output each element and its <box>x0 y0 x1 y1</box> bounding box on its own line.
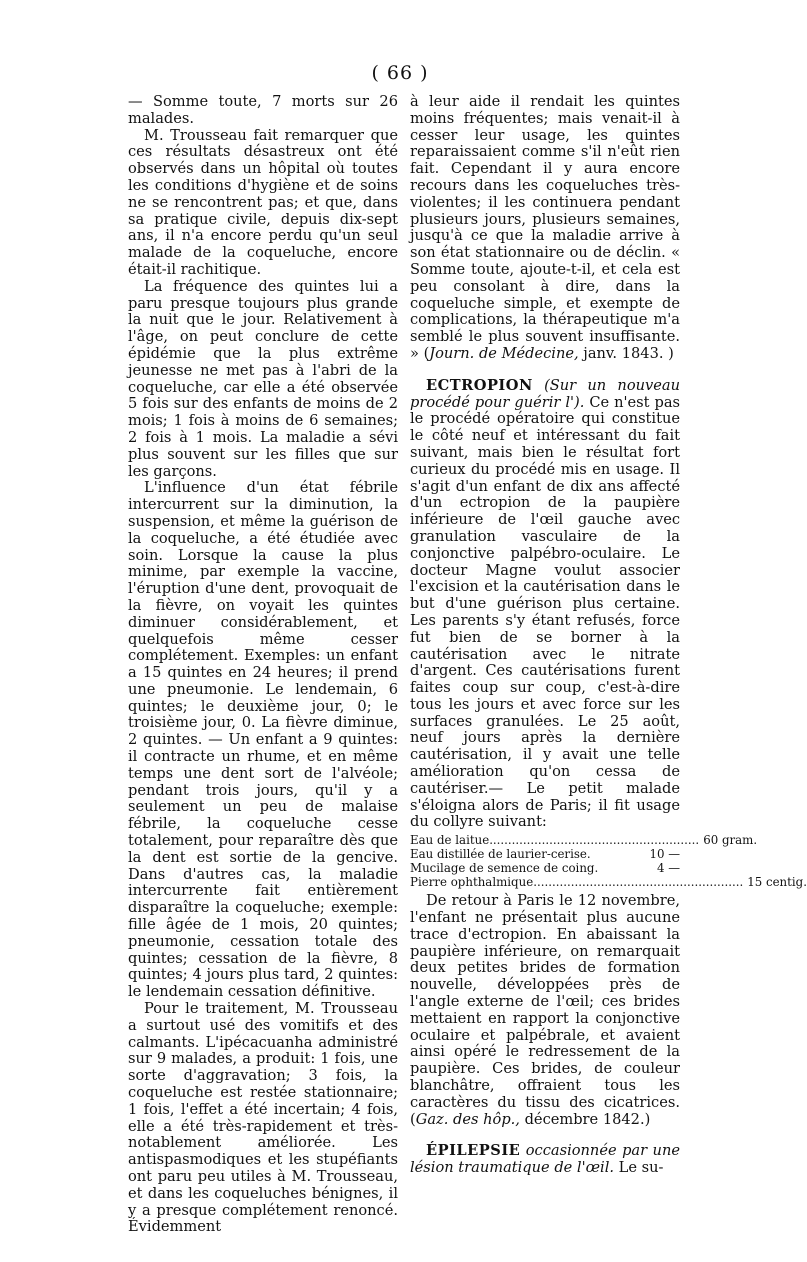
source-citation: Gaz. des hôp., <box>415 1110 520 1128</box>
source-citation: Journ. de Médecine, <box>429 344 579 362</box>
paragraph <box>410 94 680 363</box>
ingredient: Pierre ophthalmique <box>410 875 534 890</box>
paragraph: L'influence d'un état fébrile intercurrent sur la diminution, la suspension, et même la guérison de la coqueluche, a été étudiée avec soin. Lorsque la cause la plus minime, par exemple la vaccine, l'éruption d'une dent, provoquait de la fièvre, on voyait les quintes diminuer considérablement, et quelquefois même cesser complétement. Exemples: un enfant a 15 quintes en 24 heures; il prend une pneumonie. Le lendemain, 6 quintes; le deuxième jour, 0; le troisième jour, 0. La fièvre diminue, 2 quintes. — Un enfant a 9 quintes: il contracte un rhume, et en même temps une dent sort de l'alvéole; pendant trois jours, qu'il y a seulement un peu de malaise fébrile, la coqueluche cesse totalement, pour reparaître dès que la dent est sortie de la gencive. Dans d'autres cas, la maladie intercurrente fait entièrement disparaître la coqueluche; exemple: fille âgée de 1 mois, 20 quintes; pneumonie, cessation totale des quintes; cessation de la fièvre, 8 quintes; 4 jours plus tard, 2 quintes: le lendemain cessation définitive. <box>128 479 398 1001</box>
section-title: ECTROPION <box>426 376 533 394</box>
prescription-item <box>410 833 758 848</box>
paragraph: Pour le traitement, M. Trousseau a surtout usé des vomitifs et des calmants. L'ipécacuanha administré sur 9 malades, a produit: 1 fois, une sorte d'aggravation; 3 fois, la coqueluche est restée stationnaire; 1 fois, l'effet a été incertain; 4 fois, elle a été très-rapidement et très-notablement améliorée. Les antispasmodiques et les stupéfiants ont paru peu utiles à M. Trousseau, et dans les coqueluches bénignes, il y a presque complétement renoncé. Évidemment <box>128 1000 398 1236</box>
ingredient: Eau de laitue <box>410 833 490 848</box>
paragraph-text: à leur aide il rendait les quintes moins fréquentes; mais venait-il à cesser leur usage, les quintes reparaissaient comme s'il n'eût rien fait. Cependant il y aura encore recours dans les coqueluches très-violentes; il les continuera pendant plusieurs jours, plusieurs semaines, jusqu'à ce que la maladie arrive à son état stationnaire ou de déclin. « Somme toute, ajoute-t-il, et cela est peu consolant à dire, dans la coqueluche simple, et exempte de complications, la thérapeutique m'a semblé le plus souvent insuffisante. » ( <box>410 93 680 362</box>
ingredient: Eau distillée de laurier-cerise. <box>410 847 591 862</box>
dot-leader <box>598 861 653 875</box>
source-date: janv. 1843. ) <box>578 344 674 362</box>
dot-leader: ........................................................ <box>489 833 700 848</box>
quantity: 15 centig. <box>747 875 807 890</box>
quantity: 10 — <box>649 847 680 862</box>
paragraph: M. Trousseau fait remarquer que ces résultats désastreux ont été observés dans un hôpital où toutes les conditions d'hygiène et de soins ne se rencontrent pas; et que, dans sa pratique civile, depuis dix-sept ans, il n'a encore perdu qu'un seul malade de la coqueluche, encore était-il rachitique. <box>128 126 398 278</box>
article-ectropion <box>410 378 680 832</box>
paragraph <box>410 893 680 1128</box>
section-subtitle: (Sur un nouveau procédé pour guérir l'). <box>410 376 680 411</box>
paragraph-text: De retour à Paris le 12 novembre, l'enfant ne présentait plus aucune trace d'ectropion. En abaissant la paupière inférieure, on remarquait deux petites brides de formation nouvelle, développées près de l'angle externe de l'œil; ces brides mettaient en rapport la conjonctive oculaire et palpébrale, et avaient ainsi opéré le redressement de la paupière. Ces brides, de couleur blanchâtre, offraient tous les caractères du tissu des cicatrices. ( <box>410 892 680 1128</box>
dot-leader <box>591 847 646 861</box>
left-column <box>128 94 398 1236</box>
paragraph: La fréquence des quintes lui a paru presque toujours plus grande la nuit que le jour. Relativement à l'âge, on peut conclure de cette épidémie que la plus extrême jeunesse ne met pas à l'abri de la coqueluche, car elle a été observée 5 fois sur des enfants de moins de 2 mois; 1 fois à moins de 6 semaines; 2 fois à 1 mois. La maladie a sévi plus souvent sur les filles que sur les garçons. <box>128 277 398 480</box>
section-title: ÉPILEPSIE <box>426 1142 521 1160</box>
dot-leader: ........................................................ <box>533 875 744 890</box>
prescription-item <box>410 861 680 875</box>
ingredient: Mucilage de semence de coing. <box>410 861 599 876</box>
article-epilepsie <box>410 1143 680 1177</box>
quantity: 4 — <box>656 861 680 876</box>
paragraph: — Somme toute, 7 morts sur 26 malades. <box>128 93 398 127</box>
right-column <box>410 93 807 1177</box>
paragraph-text: Ce n'est pas le procédé opératoire qui constitue le côté neuf et intéressant du fait suivant, mais bien le résultat fort curieux du procédé mis en usage. Il s'agit d'un enfant de dix ans affecté d'un ectropion de la paupière inférieure de l'œil gauche avec granulation vasculaire de la conjonctive palpébro-oculaire. Le docteur Magne voulut associer l'excision et la cautérisation dans le but d'une guérison plus certaine. Les parents s'y étant refusés, force fut bien de se borner à la cautérisation avec le nitrate d'argent. Ces cautérisations furent faites coup sur coup, c'est-à-dire tous les jours et avec force sur les surfaces granulées. Le 25 août, neuf jours après la dernière cautérisation, il y avait une telle amélioration qu'on cessa de cautériser.— Le petit malade s'éloigna alors de Paris; il fit usage du collyre suivant: <box>410 393 681 831</box>
page-number: ( 66 ) <box>371 62 429 84</box>
prescription-item <box>410 875 807 890</box>
prescription-list <box>410 833 807 890</box>
section-subtitle: occasionnée par une lésion traumatique de l'œil. <box>410 1142 680 1177</box>
paragraph-text: Le su- <box>614 1159 664 1177</box>
prescription-item <box>410 847 680 861</box>
quantity: 60 gram. <box>703 833 758 848</box>
source-date: décembre 1842.) <box>519 1110 651 1128</box>
